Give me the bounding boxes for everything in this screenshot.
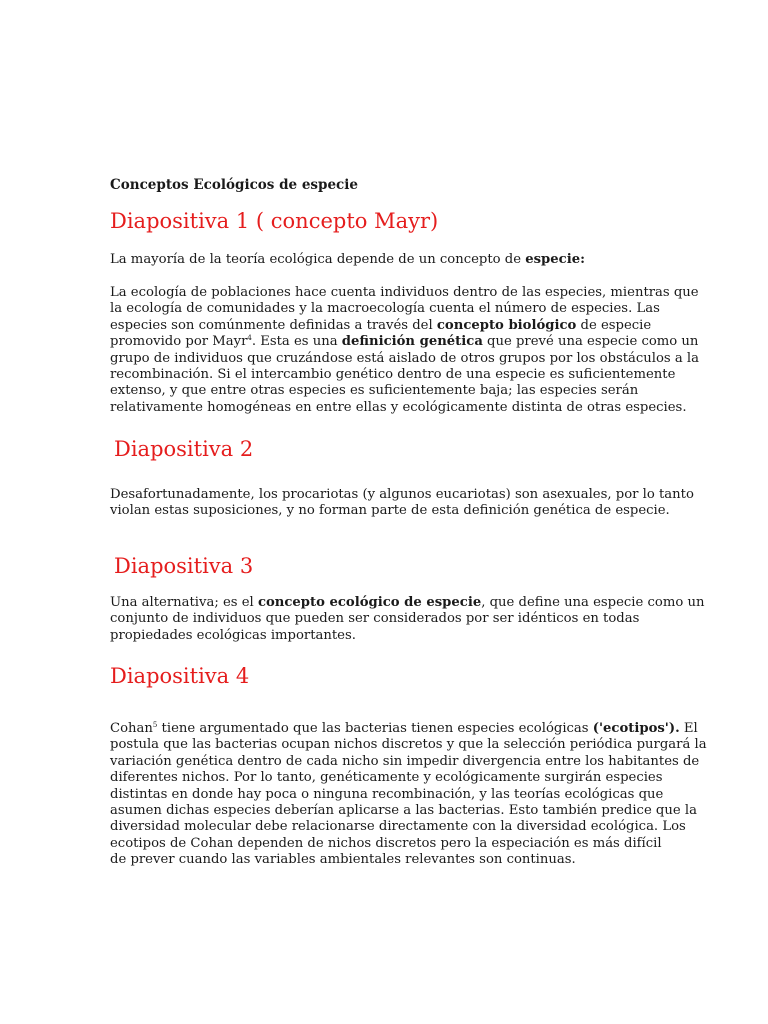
document-title: Conceptos Ecológicos de especie [110,177,358,193]
slide3-line-3: propiedades ecológicas importantes. [110,627,356,643]
slide4-line-5: distintas en donde hay poca o ninguna recombinación, y las teorías ecológicas que [110,786,664,802]
slide2-paragraph [110,487,694,520]
slide4-line-6: asumen dichas especies deberían aplicarse a las bacterias. Esto también predice que la [110,803,697,819]
slide4-line-2: postula que las bacterias ocupan nichos discretos y que la selección periódica purgará la [110,737,707,753]
slide2-line-2: violan estas suposiciones, y no forman parte de esta definición genética de especie. [110,503,670,519]
slide1-intro-line [110,252,658,268]
slide1-line-4-tail: que prevé una especie como un [482,334,699,350]
slide1-line-5: grupo de individuos que cruzándose está aislado de otros grupos por los obstáculos a la [110,350,700,366]
slide1-heading: Diapositiva 1 ( concepto Mayr) [110,209,439,233]
slide3-line-1 [110,595,705,611]
slide1-bold-concepto-biologico: concepto biológico [436,317,577,333]
slide4-heading: Diapositiva 4 [110,664,250,688]
slide4-line-3: variación genética dentro de cada nicho sin impedir divergencia entre los habitantes de [110,753,700,769]
slide2-line-1: Desafortunadamente, los procariotas (y algunos eucariotas) son asexuales, por lo tanto [110,487,694,502]
slide1-line-8: relativamente homogéneas en entre ellas y ecológicamente distinta de otras especies. [110,399,687,415]
slide1-intro-text: La mayoría de la teoría ecológica depende de un concepto de [110,252,526,267]
slide1-line-1: La ecología de poblaciones hace cuenta individuos dentro de las especies, mientras que [110,285,699,300]
slide1-intro-bold: especie: [525,252,585,267]
slide4-paragraph [110,721,707,869]
slide1-intro [110,252,658,268]
slide3-heading: Diapositiva 3 [114,554,254,578]
footnote-ref-4: 4 [247,334,252,343]
slide3-line-1-text: Una alternativa; es el [110,595,258,610]
slide3-paragraph [110,595,705,644]
slide3-line-2: conjunto de individuos que pueden ser considerados por ser idénticos en todas [110,611,640,627]
slide1-line-6: recombinación. Si el intercambio genético dentro de una especie es suficientemente [110,367,676,383]
footnote-ref-5: 5 [152,721,158,729]
slide3-line-1-tail: , que define una especie como un [481,595,705,610]
slide1-line-3-text: especies son comúnmente definidas a través del [110,317,437,333]
slide4-line-1 [110,721,698,737]
slide1-paragraph [110,285,700,416]
slide4-line-1-mid: tiene argumentado que las bacterias tienen especies ecológicas [157,721,593,736]
slide4-line-9: de prever cuando las variables ambientales relevantes son continuas. [110,852,576,868]
slide2-heading: Diapositiva 2 [114,437,254,461]
slide1-line-7: extenso, y que entre otras especies es suficientemente baja; las especies serán [110,383,639,399]
slide1-line-2: la ecología de comunidades y la macroecología cuenta el número de especies. Las [110,301,660,317]
slide1-line-3-tail: de especie [576,317,652,333]
slide4-line-4: diferentes nichos. Por lo tanto, genéticamente y ecológicamente surgirán especies [110,770,663,786]
slide3-bold-concepto-ecologico: concepto ecológico de especie [257,595,482,610]
slide1-line-3 [110,318,658,334]
slide1-line-4-mid: . Esta es una [251,334,342,350]
slide1-line-4-text: promovido por Mayr [110,334,248,350]
slide4-line-1-text: Cohan [110,721,153,736]
slide4-bold-ecotipos: ('ecotipos'). [592,721,680,736]
slide1-line-4 [110,334,699,350]
slide4-line-1-tail: El [679,721,698,736]
slide4-line-8: ecotipos de Cohan dependen de nichos discretos pero la especiación es más difícil [110,835,662,851]
slide1-bold-definicion-genetica: definición genética [341,334,483,350]
slide4-line-7: diversidad molecular debe relacionarse directamente con la diversidad ecológica. Los [110,819,686,835]
